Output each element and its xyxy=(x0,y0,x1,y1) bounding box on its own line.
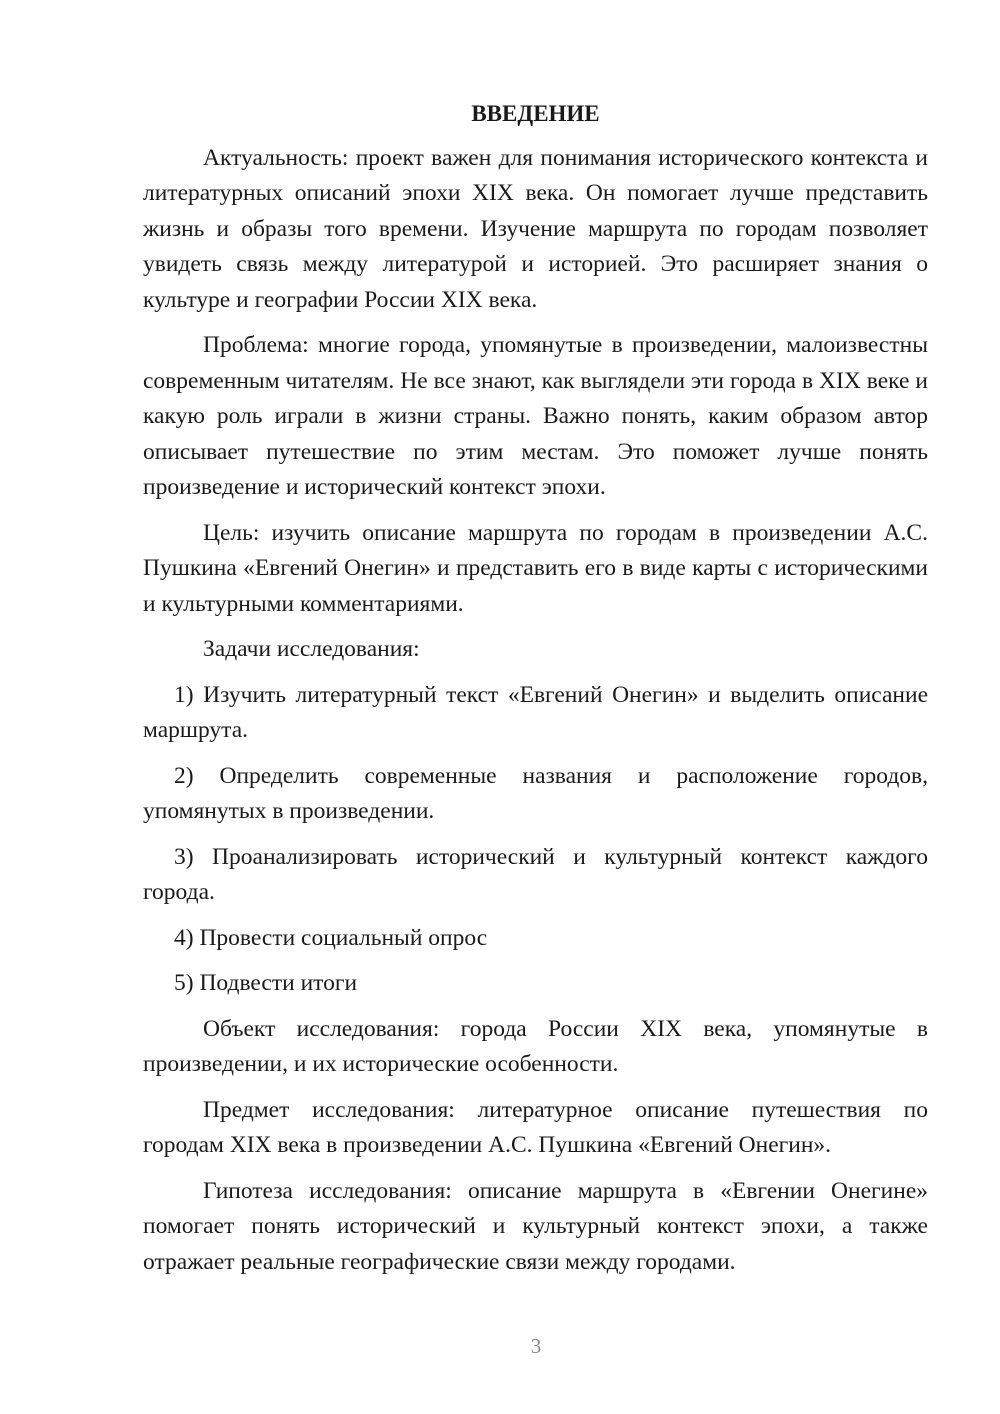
document-page xyxy=(143,96,928,1290)
task-item: 1) Изучить литературный текст «Евгений Онегин» и выделить описание маршрута. xyxy=(143,681,928,743)
subject-paragraph: Предмет исследования: литературное описание путешествия по городам XIX века в произведении А.С. Пушкина «Евгений Онегин». xyxy=(143,1096,928,1158)
task-item: 4) Провести социальный опрос xyxy=(174,924,488,951)
relevance-paragraph: Актуальность: проект важен для понимания исторического контекста и литературных описаний эпохи XIX века. Он помогает лучше представить жизнь и образы того времени. Изучение маршрута по городам позволяет увидеть связь между литературой и историей. Это расширяет знания о культуре и географии России XIX века. xyxy=(143,144,928,313)
task-item: 2) Определить современные названия и расположение городов, упомянутых в произведении. xyxy=(143,762,928,824)
tasks-heading: Задачи исследования: xyxy=(203,636,420,662)
page-number: 3 xyxy=(530,1334,542,1358)
hypothesis-paragraph: Гипотеза исследования: описание маршрута в «Евгении Онегине» помогает понять исторический и культурный контекст эпохи, а также отражает реальные географические связи между городами. xyxy=(143,1177,928,1275)
section-title: ВВЕДЕНИЕ xyxy=(471,101,600,126)
object-paragraph: Объект исследования: города России XIX века, упомянутые в произведении, и их исторические особенности. xyxy=(143,1015,928,1077)
task-item: 5) Подвести итоги xyxy=(174,970,358,996)
task-item: 3) Проанализировать исторический и культурный контекст каждого города. xyxy=(143,843,928,905)
goal-paragraph: Цель: изучить описание маршрута по городам в произведении А.С. Пушкина «Евгений Онегин» и представить его в виде карты с историческими и культурными комментариями. xyxy=(143,519,928,617)
problem-paragraph: Проблема: многие города, упомянутые в произведении, малоизвестны современным читателям. Не все знают, как выглядели эти города в XIX веке и какую роль играли в жизни страны. Важно понять, каким образом автор описывает путешествие по этим местам. Это поможет лучше понять произведение и исторический контекст эпохи. xyxy=(143,332,928,500)
